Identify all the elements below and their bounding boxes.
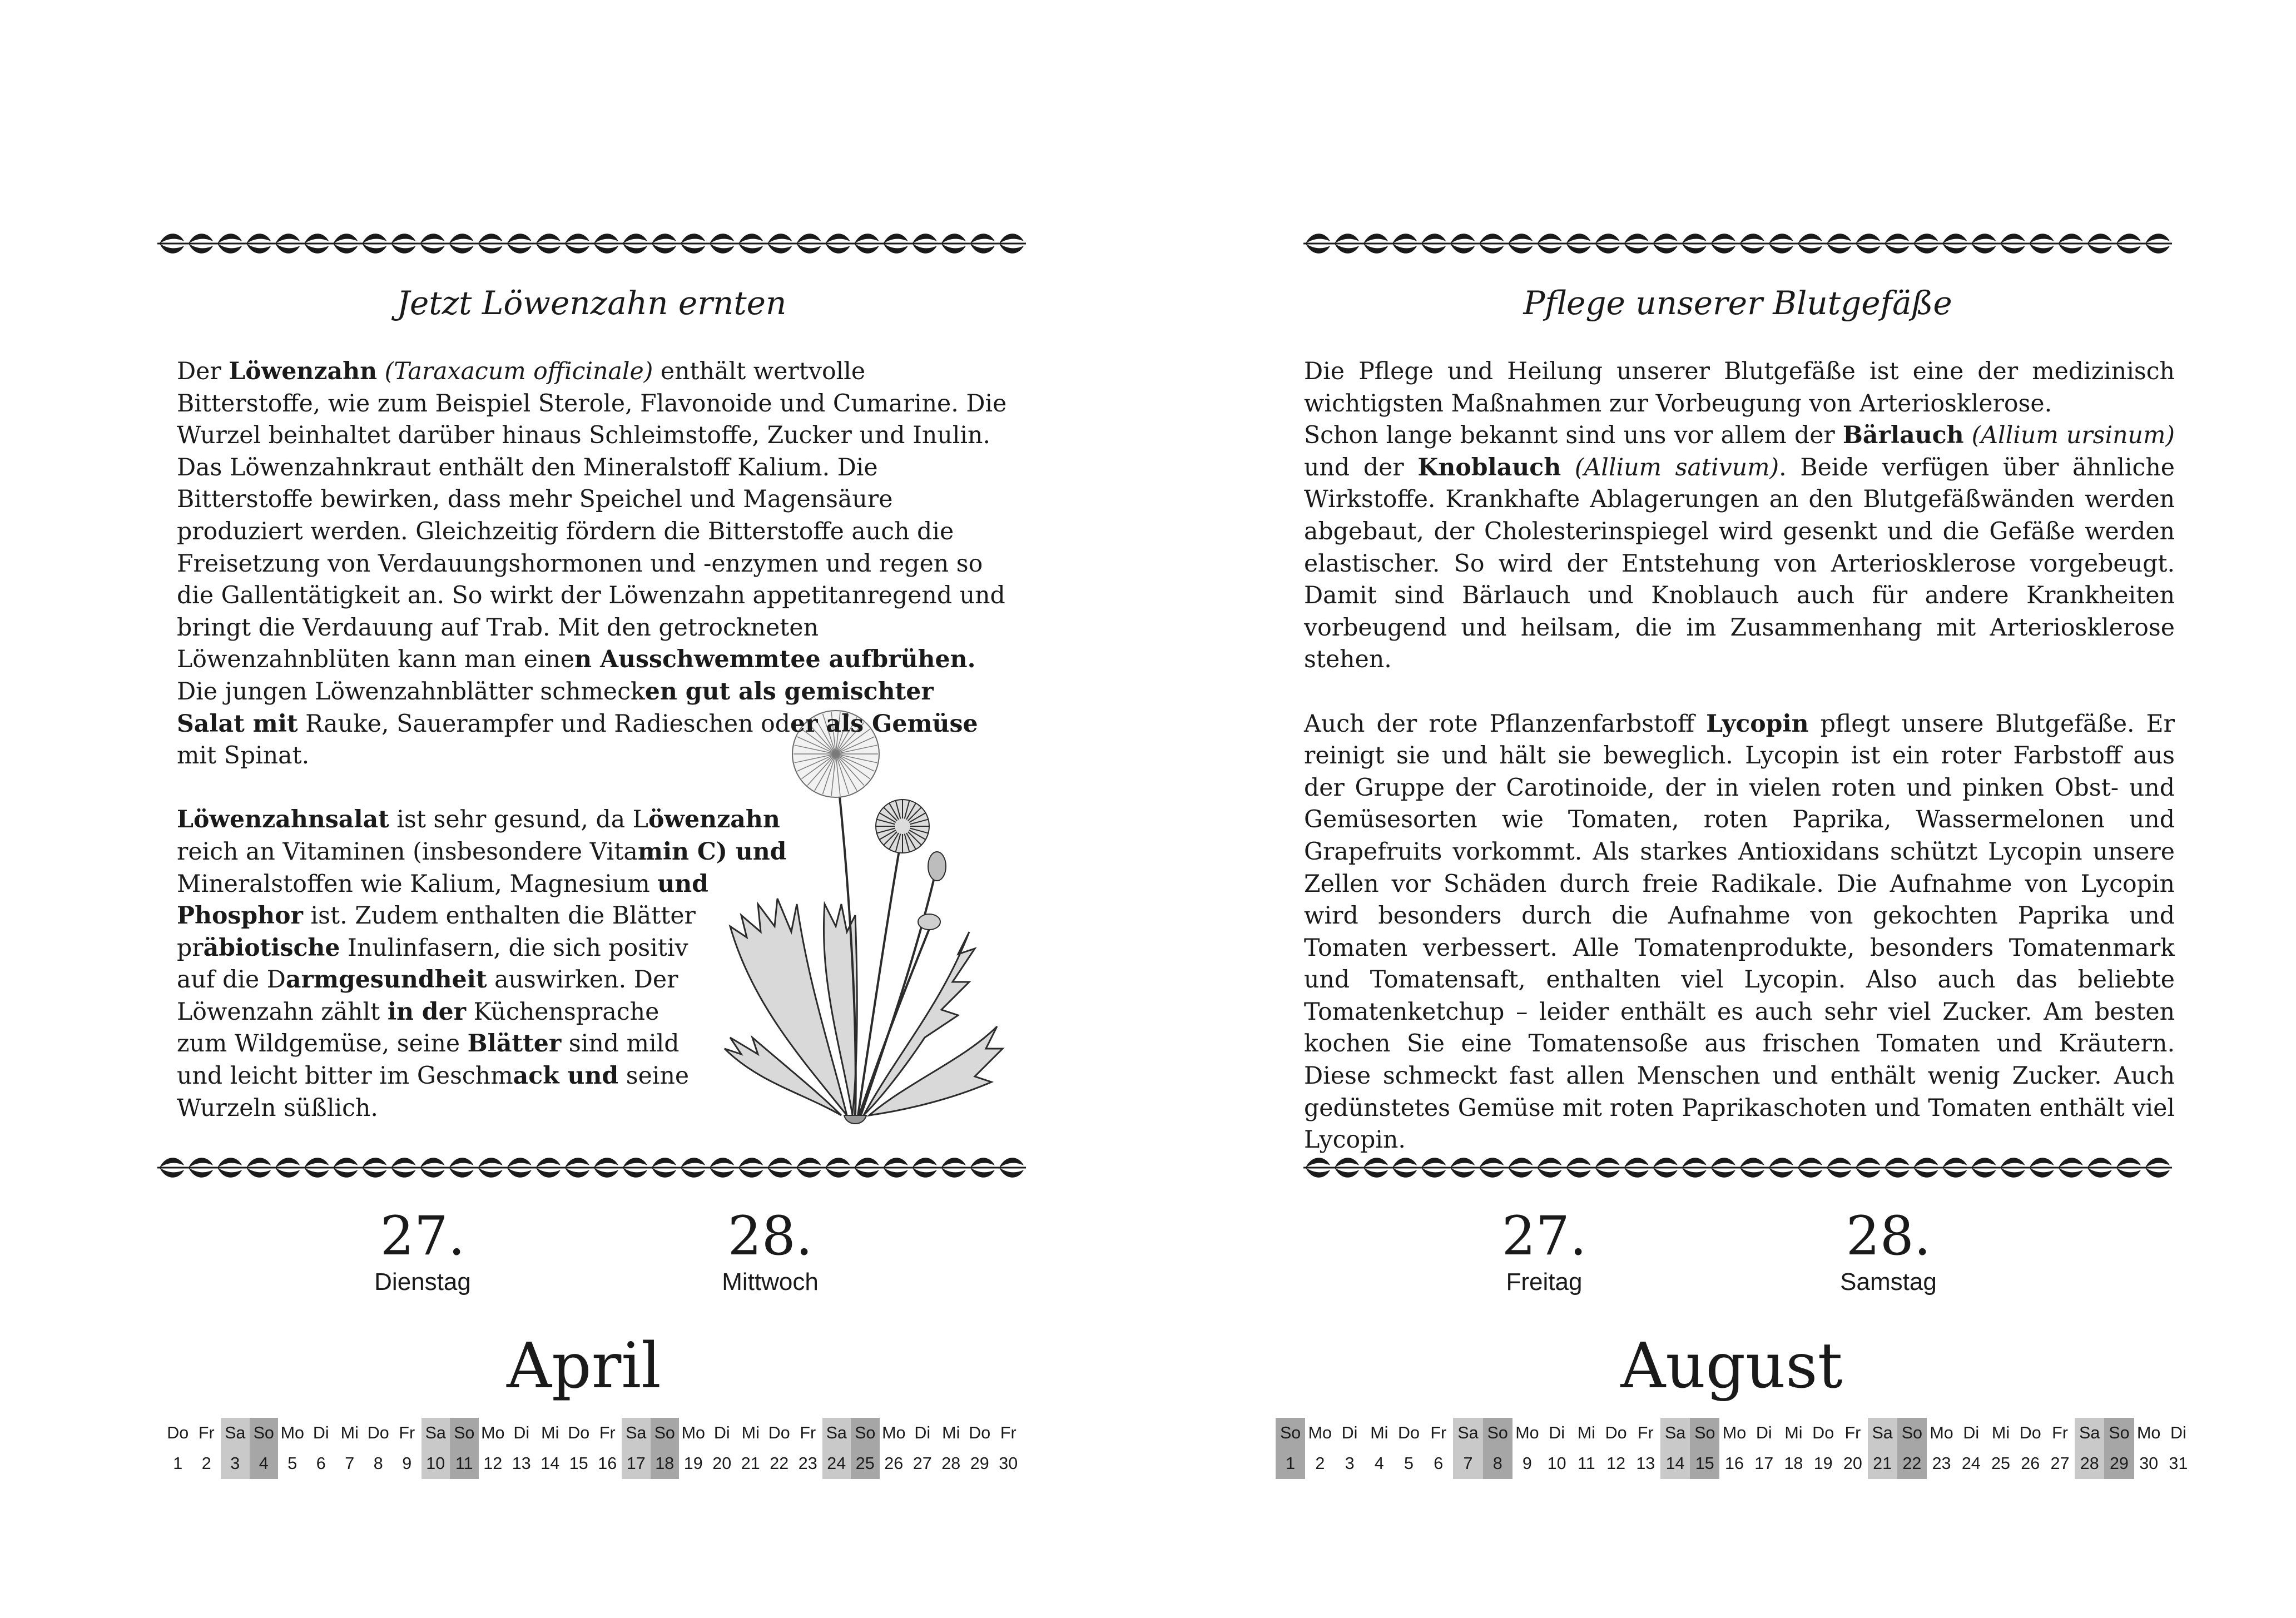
day-of-month: 25 bbox=[855, 1454, 875, 1473]
weekday-abbrev: Sa bbox=[1457, 1423, 1479, 1442]
day-of-month: 13 bbox=[512, 1454, 531, 1473]
weekday-abbrev: Do bbox=[1812, 1423, 1834, 1442]
calendar-day bbox=[307, 1418, 336, 1479]
weekday-abbrev: Sa bbox=[1664, 1423, 1686, 1442]
weekday-abbrev: Fr bbox=[2052, 1423, 2068, 1442]
dandelion-illustration bbox=[708, 693, 1008, 1138]
day-of-month: 18 bbox=[655, 1454, 675, 1473]
weekday-name: Freitag bbox=[1506, 1268, 1583, 1296]
day-of-month: 23 bbox=[798, 1454, 817, 1473]
calendar-day bbox=[794, 1418, 822, 1479]
weekday-abbrev: Di bbox=[713, 1423, 730, 1442]
text-run: pflegt unsere Blutgefäße. Er reinigt sie und hält sie beweglich. Lycopin ist ein roter Farbstoff aus der Gruppe der Carotinoide, der in vielen roten und pinken Obst- und Gemüsesorten wie Tomaten, roten Paprika, Wassermelonen und Grapefruits vorkommt. Als starkes Antioxidans schützt Lycopin unsere Zellen vor Schäden durch freie Radikale. Die Aufnahme von Lycopin wird besonders durch die Aufnahme von gekochten Paprika und Tomaten verbessert. Alle Tomatenprodukte, besonders Tomatenmark und Tomatensaft, enthalten viel Lycopin. Also auch das beliebte Tomatenketchup – leider enthält es auch sehr viel Zucker. Am besten kochen Sie eine Tomatensoße aus frischen Tomaten und Kräutern. Diese schmeckt fast allen Menschen und enthält wenig Zucker. Auch gedünstetes Gemüse mit roten Paprikaschoten und Tomaten enthält viel Lycopin. bbox=[1304, 709, 2175, 1154]
calendar-day bbox=[937, 1418, 966, 1479]
day-of-month: 27 bbox=[913, 1454, 932, 1473]
weekday-abbrev: Di bbox=[513, 1423, 530, 1442]
day-number: 27. bbox=[380, 1205, 465, 1267]
calendar-day bbox=[880, 1418, 909, 1479]
bold-term: en gut als gemischter Salat mit bbox=[177, 677, 934, 738]
bold-term: n Ausschwemmtee aufbrühen. bbox=[574, 646, 976, 674]
calendar-day bbox=[364, 1418, 393, 1479]
calendar-day bbox=[2045, 1418, 2075, 1479]
day-of-month: 28 bbox=[941, 1454, 961, 1473]
day-of-month: 8 bbox=[1492, 1454, 1502, 1473]
calendar-day bbox=[1779, 1418, 1808, 1479]
calendar-day bbox=[1571, 1418, 1601, 1479]
calendar-day bbox=[335, 1418, 364, 1479]
calendar-day bbox=[622, 1418, 651, 1479]
weekday-abbrev: Mo bbox=[681, 1423, 705, 1442]
weekday-abbrev: Fr bbox=[1637, 1423, 1654, 1442]
weekday-abbrev: Sa bbox=[425, 1423, 446, 1442]
weekday-abbrev: Mo bbox=[882, 1423, 906, 1442]
day-of-month: 15 bbox=[569, 1454, 588, 1473]
bold-term: Löwenzahn bbox=[229, 358, 378, 385]
weekday-abbrev: Fr bbox=[599, 1423, 616, 1442]
day-of-month: 19 bbox=[1813, 1454, 1833, 1473]
day-of-month: 19 bbox=[683, 1454, 703, 1473]
weekday-abbrev: Do bbox=[1605, 1423, 1627, 1442]
day-of-month: 26 bbox=[884, 1454, 904, 1473]
ornament-border-bottom-left bbox=[157, 1151, 1026, 1184]
weekday-abbrev: So bbox=[2109, 1423, 2130, 1442]
dandelion-root bbox=[844, 1115, 866, 1124]
calendar-day bbox=[1690, 1418, 1719, 1479]
day-of-month: 3 bbox=[1345, 1454, 1355, 1473]
date-27-right bbox=[1466, 1205, 1622, 1298]
calendar-day bbox=[1335, 1418, 1364, 1479]
calendar-day bbox=[1749, 1418, 1779, 1479]
text-run: Rauke, Sauerampfer und Radieschen od bbox=[297, 709, 791, 738]
weekday-abbrev: Mo bbox=[2136, 1423, 2161, 1442]
weekday-abbrev: Mi bbox=[541, 1423, 559, 1442]
text-run: reich an Vitaminen (insbesondere Vita bbox=[177, 837, 638, 866]
calendar-day bbox=[1305, 1418, 1335, 1479]
weekday-abbrev: Di bbox=[1756, 1423, 1772, 1442]
bold-term: ack und bbox=[513, 1062, 619, 1090]
weekday-abbrev: Mo bbox=[1308, 1423, 1332, 1442]
day-number: 27. bbox=[1501, 1205, 1587, 1267]
day-of-month: 10 bbox=[426, 1454, 445, 1473]
day-of-month: 16 bbox=[598, 1454, 617, 1473]
day-of-month: 7 bbox=[345, 1454, 355, 1473]
calendar-day bbox=[1927, 1418, 1956, 1479]
day-of-month: 8 bbox=[373, 1454, 383, 1473]
day-of-month: 22 bbox=[770, 1454, 789, 1473]
day-of-month: 9 bbox=[402, 1454, 412, 1473]
right-page bbox=[1148, 0, 2295, 1618]
bold-term: er als Gemüse bbox=[790, 709, 978, 738]
text-run: ist. Zudem enthalten die Blätter pr bbox=[177, 902, 696, 962]
text-run: Der bbox=[177, 358, 229, 385]
latin-name: (Taraxacum officinale) bbox=[384, 358, 653, 385]
weekday-abbrev: Mi bbox=[340, 1423, 359, 1442]
calendar-day bbox=[479, 1418, 508, 1479]
text-run: Mineralstoffen wie Kalium, Magnesium bbox=[177, 870, 658, 898]
bold-term: öwenzahn bbox=[648, 806, 780, 834]
weekday-abbrev: Sa bbox=[225, 1423, 246, 1442]
calendar-day bbox=[2075, 1418, 2104, 1479]
text-run: mit Spinat. bbox=[177, 742, 310, 770]
bold-term: armgesundheit bbox=[285, 966, 487, 994]
day-of-month: 20 bbox=[712, 1454, 732, 1473]
day-of-month: 24 bbox=[1961, 1454, 1981, 1473]
text-run: Auch der rote Pflanzenfarbstoff bbox=[1304, 709, 1707, 738]
weekday-abbrev: Mi bbox=[741, 1423, 760, 1442]
weekday-name: Dienstag bbox=[374, 1268, 471, 1296]
weekday-abbrev: Di bbox=[1549, 1423, 1565, 1442]
day-of-month: 25 bbox=[1991, 1454, 2010, 1473]
calendar-day bbox=[2104, 1418, 2134, 1479]
day-of-month: 16 bbox=[1725, 1454, 1744, 1473]
bold-term: Löwenzahnsalat bbox=[177, 806, 389, 834]
day-of-month: 20 bbox=[1843, 1454, 1862, 1473]
weekday-abbrev: Do bbox=[367, 1423, 389, 1442]
weekday-abbrev: So bbox=[1694, 1423, 1715, 1442]
weekday-abbrev: Di bbox=[1963, 1423, 1980, 1442]
weekday-abbrev: Sa bbox=[2079, 1423, 2100, 1442]
weekday-abbrev: Sa bbox=[1872, 1423, 1893, 1442]
right-page-title: Pflege unserer Blutgefäße bbox=[1523, 284, 1952, 322]
day-of-month: 12 bbox=[483, 1454, 503, 1473]
weekday-abbrev: Do bbox=[768, 1423, 790, 1442]
weekday-abbrev: Fr bbox=[800, 1423, 816, 1442]
text-run: ist sehr gesund, da L bbox=[389, 806, 648, 834]
text-run: . Beide verfügen über ähnliche Wirkstoffe. Krankhafte Ablagerungen an den Blutgefäßwänden werden abgebaut, der Cholesterinspiegel wird gesenkt und die Gefäße werden elastischer. So wird der Entstehung von Arteriosklerose vorgebeugt. Damit sind Bärlauch und Knoblauch auch für andere Krankheiten vorbeugend und heilsam, die im Zusammenhang mit Arteriosklerose stehen. bbox=[1304, 453, 2175, 674]
calendar-day bbox=[965, 1418, 994, 1479]
calendar-day bbox=[1394, 1418, 1424, 1479]
calendar-day bbox=[221, 1418, 250, 1479]
calendar-day bbox=[1453, 1418, 1482, 1479]
weekday-abbrev: So bbox=[253, 1423, 274, 1442]
calendar-day bbox=[1956, 1418, 1986, 1479]
calendar-day bbox=[736, 1418, 765, 1479]
weekday-name: Samstag bbox=[1840, 1268, 1937, 1296]
weekday-name: Mittwoch bbox=[722, 1268, 819, 1296]
dandelion-leaf bbox=[869, 1026, 1003, 1115]
left-article-body bbox=[177, 356, 1008, 1138]
calendar-day bbox=[393, 1418, 421, 1479]
calendar-day bbox=[1542, 1418, 1571, 1479]
weekday-abbrev: So bbox=[855, 1423, 876, 1442]
weekday-abbrev: So bbox=[1280, 1423, 1301, 1442]
calendar-day bbox=[564, 1418, 593, 1479]
ornament-border-top-left bbox=[157, 227, 1026, 260]
day-of-month: 21 bbox=[741, 1454, 760, 1473]
weekday-abbrev: Mi bbox=[1991, 1423, 2010, 1442]
bold-term: in der bbox=[387, 997, 467, 1026]
bold-term: und Phosphor bbox=[177, 870, 708, 930]
text-run: und der bbox=[1304, 453, 1418, 482]
day-of-month: 11 bbox=[455, 1454, 473, 1473]
day-of-month: 9 bbox=[1522, 1454, 1532, 1473]
calendar-day bbox=[278, 1418, 307, 1479]
weekday-abbrev: Do bbox=[568, 1423, 590, 1442]
text-run bbox=[1964, 421, 1972, 449]
latin-name: (Allium ursinum) bbox=[1971, 421, 2175, 450]
calendar-day bbox=[708, 1418, 737, 1479]
weekday-abbrev: Di bbox=[2170, 1423, 2186, 1442]
day-of-month: 12 bbox=[1606, 1454, 1626, 1473]
day-of-month: 2 bbox=[1315, 1454, 1325, 1473]
weekday-abbrev: Sa bbox=[626, 1423, 647, 1442]
day-number: 28. bbox=[1846, 1205, 1931, 1267]
day-of-month: 6 bbox=[316, 1454, 326, 1473]
calendar-day bbox=[908, 1418, 937, 1479]
day-of-month: 22 bbox=[1902, 1454, 1922, 1473]
calendar-day bbox=[1424, 1418, 1453, 1479]
bold-term: Blätter bbox=[467, 1030, 562, 1058]
day-of-month: 29 bbox=[970, 1454, 989, 1473]
calendar-day bbox=[2164, 1418, 2193, 1479]
calendar-day bbox=[421, 1418, 450, 1479]
latin-name: (Allium sativum) bbox=[1574, 453, 1779, 482]
day-of-month: 27 bbox=[2050, 1454, 2070, 1473]
weekday-abbrev: Fr bbox=[198, 1423, 215, 1442]
weekday-abbrev: Mi bbox=[942, 1423, 960, 1442]
month-title-august: August bbox=[1620, 1330, 1843, 1402]
bold-term: Lycopin bbox=[1706, 709, 1809, 738]
day-of-month: 6 bbox=[1434, 1454, 1444, 1473]
day-of-month: 29 bbox=[2109, 1454, 2129, 1473]
calendar-day bbox=[1513, 1418, 1542, 1479]
day-of-month: 14 bbox=[540, 1454, 560, 1473]
calendar-day bbox=[1986, 1418, 2015, 1479]
month-title-april: April bbox=[507, 1330, 661, 1402]
left-page-title: Jetzt Löwenzahn ernten bbox=[396, 284, 787, 322]
right-paragraph-2 bbox=[1304, 708, 2175, 1157]
day-of-month: 5 bbox=[1404, 1454, 1414, 1473]
weekday-abbrev: So bbox=[1487, 1423, 1508, 1442]
weekday-abbrev: Mi bbox=[1577, 1423, 1595, 1442]
right-paragraph-1 bbox=[1304, 356, 2175, 676]
weekday-abbrev: So bbox=[1901, 1423, 1922, 1442]
calendar-day bbox=[2016, 1418, 2045, 1479]
text-run: seine Wurzeln süßlich. bbox=[177, 1062, 690, 1122]
calendar-day bbox=[994, 1418, 1023, 1479]
text-run: auswirken. Der Löwenzahn zählt bbox=[177, 966, 678, 1026]
day-of-month: 26 bbox=[2021, 1454, 2040, 1473]
text-run: Die jungen Löwenzahnblätter schmeck bbox=[177, 677, 645, 706]
date-28-left bbox=[692, 1205, 848, 1298]
weekday-abbrev: Sa bbox=[826, 1423, 847, 1442]
right-article-body bbox=[1304, 356, 2175, 1157]
calendar-day bbox=[1719, 1418, 1749, 1479]
day-of-month: 4 bbox=[259, 1454, 269, 1473]
calendar-day bbox=[250, 1418, 279, 1479]
calendar-day bbox=[1808, 1418, 1838, 1479]
weekday-abbrev: Do bbox=[167, 1423, 189, 1442]
calendar-day bbox=[2134, 1418, 2164, 1479]
calendar-day bbox=[651, 1418, 680, 1479]
weekday-abbrev: Fr bbox=[1000, 1423, 1016, 1442]
day-of-month: 10 bbox=[1547, 1454, 1566, 1473]
weekday-abbrev: Do bbox=[969, 1423, 991, 1442]
weekday-abbrev: So bbox=[654, 1423, 675, 1442]
weekday-abbrev: Mo bbox=[1515, 1423, 1539, 1442]
calendar-day bbox=[163, 1418, 192, 1479]
day-of-month: 30 bbox=[2139, 1454, 2159, 1473]
day-of-month: 28 bbox=[2080, 1454, 2099, 1473]
day-of-month: 11 bbox=[1578, 1454, 1595, 1473]
text-run bbox=[1561, 454, 1575, 482]
day-of-month: 14 bbox=[1665, 1454, 1685, 1473]
bold-term: Bärlauch bbox=[1842, 421, 1964, 450]
weekday-abbrev: Mi bbox=[1370, 1423, 1388, 1442]
day-number: 28. bbox=[727, 1205, 813, 1267]
day-of-month: 23 bbox=[1932, 1454, 1951, 1473]
day-of-month: 18 bbox=[1784, 1454, 1803, 1473]
weekday-abbrev: Fr bbox=[1430, 1423, 1447, 1442]
left-paragraph-1 bbox=[177, 356, 1008, 772]
calendar-day bbox=[1365, 1418, 1394, 1479]
day-of-month: 5 bbox=[287, 1454, 297, 1473]
bold-term: min C) und bbox=[637, 837, 787, 866]
weekday-abbrev: Mo bbox=[1722, 1423, 1747, 1442]
weekday-abbrev: Di bbox=[313, 1423, 329, 1442]
day-of-month: 21 bbox=[1873, 1454, 1892, 1473]
date-27-left bbox=[345, 1205, 500, 1298]
day-of-month: 17 bbox=[626, 1454, 646, 1473]
calendar-day bbox=[1660, 1418, 1690, 1479]
calendar-day bbox=[851, 1418, 880, 1479]
calendar-day bbox=[507, 1418, 536, 1479]
dandelion-bud bbox=[918, 914, 940, 930]
calendar-day bbox=[1601, 1418, 1630, 1479]
text-run: Küchensprache zum Wildgemüse, seine bbox=[177, 997, 659, 1058]
day-of-month: 2 bbox=[201, 1454, 211, 1473]
day-of-month: 30 bbox=[999, 1454, 1018, 1473]
calendar-day bbox=[1631, 1418, 1660, 1479]
calendar-day bbox=[1897, 1418, 1927, 1479]
day-of-month: 24 bbox=[827, 1454, 846, 1473]
weekday-abbrev: Di bbox=[914, 1423, 931, 1442]
day-of-month: 13 bbox=[1636, 1454, 1655, 1473]
day-of-month: 15 bbox=[1695, 1454, 1714, 1473]
day-of-month: 4 bbox=[1374, 1454, 1384, 1473]
calendar-day bbox=[593, 1418, 622, 1479]
day-of-month: 17 bbox=[1754, 1454, 1774, 1473]
date-28-right bbox=[1811, 1205, 1966, 1298]
weekday-abbrev: Do bbox=[1398, 1423, 1420, 1442]
day-of-month: 7 bbox=[1463, 1454, 1473, 1473]
weekday-abbrev: Mo bbox=[1930, 1423, 1953, 1442]
weekday-abbrev: Mi bbox=[1784, 1423, 1803, 1442]
text-run: Schon lange bekannt sind uns vor allem der bbox=[1304, 421, 1843, 450]
text-run: Die Pflege und Heilung unserer Blutgefäße ist eine der medizinisch wichtigsten Maßnahmen zur Vorbeugung von Arteriosklerose. bbox=[1304, 358, 2175, 418]
text-run: Inulinfasern, die sich positiv auf die D bbox=[177, 934, 688, 994]
weekday-abbrev: Mo bbox=[280, 1423, 304, 1442]
calendar-day bbox=[192, 1418, 221, 1479]
calendar-day bbox=[1838, 1418, 1867, 1479]
bold-term: äbiotische bbox=[203, 934, 340, 962]
month-calendar-august bbox=[1276, 1418, 2193, 1479]
weekday-abbrev: Fr bbox=[1844, 1423, 1861, 1442]
calendar-day bbox=[1483, 1418, 1513, 1479]
weekday-abbrev: Di bbox=[1341, 1423, 1358, 1442]
weekday-abbrev: So bbox=[454, 1423, 475, 1442]
weekday-abbrev: Do bbox=[2019, 1423, 2041, 1442]
calendar-day bbox=[679, 1418, 708, 1479]
text-run: enthält wertvolle Bitterstoffe, wie zum Beispiel Sterole, Flavonoide und Cumarine. Die Wurzel beinhaltet darüber hinaus Schleimstoffe, Zucker und Inulin. Das Löwenzahnkraut enthält den Mineralstoff Kalium. Die Bitterstoffe bewirken, dass mehr Speichel und Magensäure produziert werden. Gleichzeitig fördern die Bitterstoffe auch die Freisetzung von Verdauungshormonen und -enzymen und regen so die Gallentätigkeit an. So wirkt der Löwenzahn appetitanregend und bringt die Verdauung auf Trab. Mit den getrockneten Löwenzahnblüten kann man eine bbox=[177, 358, 1007, 674]
day-of-month: 1 bbox=[173, 1454, 183, 1473]
calendar-day bbox=[765, 1418, 794, 1479]
day-of-month: 3 bbox=[230, 1454, 240, 1473]
dandelion-illustration-wrap bbox=[708, 693, 1008, 1138]
text-run: sind mild und leicht bitter im Geschm bbox=[177, 1030, 680, 1090]
calendar-day bbox=[536, 1418, 565, 1479]
day-of-month: 1 bbox=[1286, 1454, 1296, 1473]
ornament-border-top-right bbox=[1303, 227, 2172, 260]
calendar-day bbox=[450, 1418, 479, 1479]
weekday-abbrev: Fr bbox=[399, 1423, 415, 1442]
month-calendar-april bbox=[163, 1418, 1023, 1479]
ornament-border-bottom-right bbox=[1303, 1151, 2172, 1184]
calendar-day bbox=[1276, 1418, 1305, 1479]
calendar-day bbox=[1868, 1418, 1897, 1479]
weekday-abbrev: Mo bbox=[481, 1423, 505, 1442]
day-of-month: 31 bbox=[2169, 1454, 2188, 1473]
dandelion-bud bbox=[928, 852, 946, 881]
calendar-day bbox=[822, 1418, 851, 1479]
bold-term: Knoblauch bbox=[1417, 453, 1561, 482]
text-run bbox=[377, 358, 385, 385]
